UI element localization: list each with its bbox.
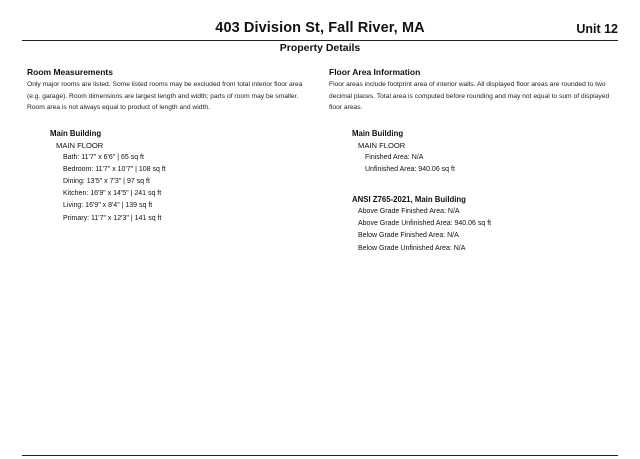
unit-label: Unit 12 [576, 22, 618, 36]
floor-area-heading: Floor Area Information [329, 67, 421, 77]
ansi-item: Below Grade Unfinished Area: N/A [358, 244, 466, 252]
area-item: Unfinished Area: 940.06 sq ft [365, 165, 455, 173]
main-building-areas [352, 128, 619, 255]
floor-area-column [329, 67, 619, 255]
ansi-item: Above Grade Finished Area: N/A [358, 207, 460, 215]
room-item: Bath: 11'7" x 6'6" | 65 sq ft [63, 153, 144, 161]
building-title: Main Building [352, 128, 404, 138]
header-divider [22, 40, 618, 41]
building-title: Main Building [50, 128, 102, 138]
area-item: Finished Area: N/A [365, 153, 424, 161]
footer-divider [22, 455, 618, 456]
room-list [50, 152, 317, 225]
room-item: Bedroom: 11'7" x 10'7" | 108 sq ft [63, 165, 166, 173]
room-item: Kitchen: 16'9" x 14'5" | 241 sq ft [63, 190, 162, 198]
ansi-title: ANSI Z765-2021, Main Building [352, 194, 466, 204]
room-item: Dining: 13'5" x 7'3" | 97 sq ft [63, 177, 150, 185]
room-measurements-heading: Room Measurements [27, 67, 113, 77]
main-building-rooms [50, 128, 317, 225]
ansi-list [352, 206, 619, 255]
room-item: Living: 16'9" x 8'4" | 139 sq ft [63, 202, 153, 210]
floor-label: MAIN FLOOR [358, 140, 406, 150]
room-item: Primary: 11'7" x 12'3" | 141 sq ft [63, 214, 162, 222]
property-address-title: 403 Division St, Fall River, MA [215, 20, 425, 36]
ansi-section [352, 194, 619, 255]
floor-label: MAIN FLOOR [56, 140, 104, 150]
ansi-item: Above Grade Unfinished Area: 940.06 sq ft [358, 220, 492, 228]
page-header [22, 20, 618, 42]
room-measurements-description: Only major rooms are listed. Some listed rooms may be excluded from total interior floor area (e.g. garage). Room dimensions are largest length and width; parts of room may be smaller. Room area is not always equal to product of length and width. [27, 81, 303, 111]
room-measurements-column [27, 67, 317, 225]
section-title: Property Details [279, 42, 361, 54]
ansi-item: Below Grade Finished Area: N/A [358, 232, 459, 240]
area-list [352, 152, 619, 176]
floor-area-description: Floor areas include footprint area of interior walls. All displayed floor areas are rounded to two decimal places. Total area is computed before rounding and may not equal to sum of displayed floor areas. [329, 81, 610, 111]
